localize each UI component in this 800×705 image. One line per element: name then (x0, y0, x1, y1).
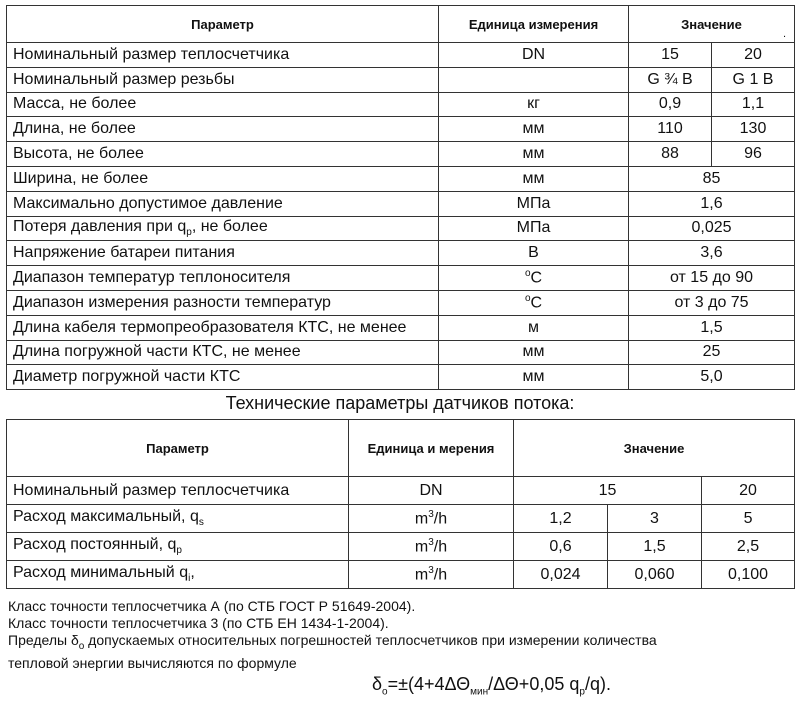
table-row: Напряжение батареи питания В 3,6 (7, 241, 795, 266)
header-param: Параметр (7, 420, 349, 477)
notes (8, 598, 657, 672)
table-row: Высота, не более мм 88 96 (7, 142, 795, 167)
table-row: Длина погружной части КТС, не менее мм 25 (7, 340, 795, 365)
table-row: Масса, не более кг 0,9 1,1 (7, 92, 795, 117)
header-value: Значение . (629, 6, 795, 43)
flow-sensor-specs-table (6, 419, 795, 589)
table-row: Номинальный размер резьбы G ¾ В G 1 В (7, 67, 795, 92)
table-row: Максимально допустимое давление МПа 1,6 (7, 191, 795, 216)
error-formula: $\delta_о=\pm(4+4\Delta\Theta_{мин}/\Delta\Theta+0,05$ $q_р/q$). (372, 674, 611, 698)
table-row: Потеря давления при $q_р$, не более МПа 0,025 (7, 216, 795, 241)
note-formula-intro: тепловой энергии вычисляются по формуле (8, 654, 297, 671)
flow-sensors-caption: Технические параметры датчиков потока: (225, 393, 575, 413)
header-unit: Единица и мерения (349, 420, 514, 477)
table-row: Номинальный размер теплосчетчика DN 15 20 (7, 43, 795, 68)
note-error-limits: Пределы $\delta_о$ допускаемых относительных погрешностей теплосчетчиков при измерении количества (8, 632, 657, 652)
table-row: Длина кабеля термопреобразователя КТС, не менее м 1,5 (7, 315, 795, 340)
table-row: Длина, не более мм 110 130 (7, 117, 795, 142)
table-row: Номинальный размер теплосчетчика DN 15 20 (7, 477, 795, 505)
table-row: Ширина, не более мм 85 (7, 166, 795, 191)
header-value: Значение (514, 420, 795, 477)
table-row: Диаметр погружной части КТС мм 5,0 (7, 365, 795, 390)
note-accuracy-3: Класс точности теплосчетчика 3 (по СТБ ЕН 1434-1-2004). (8, 615, 389, 631)
table-row: Диапазон температур теплоносителя $^о$С от 15 до 90 (7, 266, 795, 291)
table-row: Диапазон измерения разности температур $^о$С от 3 до 75 (7, 290, 795, 315)
table-row: Расход минимальный $q_i$, $m^3/h$ 0,024 0,060 0,100 (7, 561, 795, 589)
note-accuracy-a: Класс точности теплосчетчика А (по СТБ ГОСТ Р 51649-2004). (8, 598, 416, 614)
header-param: Параметр (7, 6, 439, 43)
table-row: Расход максимальный, $q_s$ $m^3/h$ 1,2 3 5 (7, 505, 795, 533)
heat-meter-specs-table (6, 5, 795, 390)
header-mark: . (782, 28, 787, 40)
table-row: Расход постоянный, $q_p$ $m^3/h$ 0,6 1,5 2,5 (7, 533, 795, 561)
header-unit: Единица измерения (439, 6, 629, 43)
